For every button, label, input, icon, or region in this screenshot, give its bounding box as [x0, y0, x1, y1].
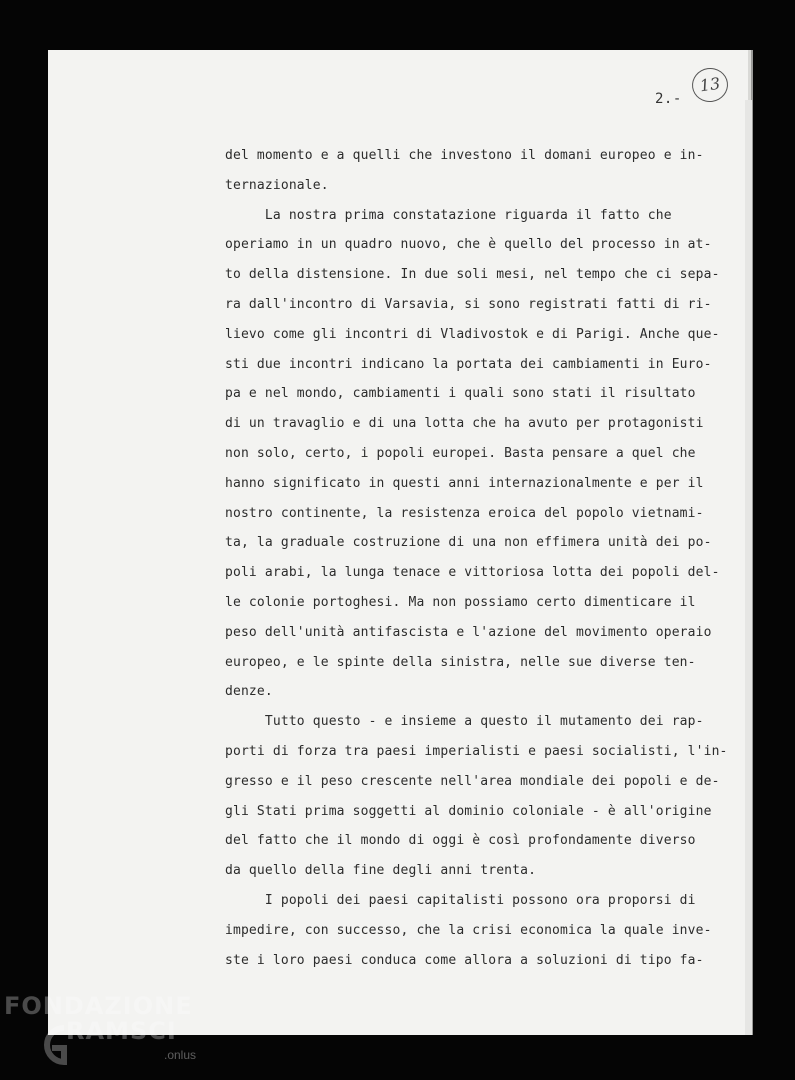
text-line: to della distensione. In due soli mesi, nel tempo che ci sepa-: [225, 267, 720, 283]
text-line: non solo, certo, i popoli europei. Basta pensare a quel che: [225, 445, 696, 461]
text-line: Tutto questo - e insieme a questo il mutamento dei rap-: [225, 714, 704, 730]
text-line: porti di forza tra paesi imperialisti e paesi socialisti, l'in-: [225, 743, 728, 759]
watermark-suffix: .onlus: [164, 1048, 197, 1062]
text-line: del fatto che il mondo di oggi è così profondamente diverso: [225, 833, 696, 849]
text-line: impedire, con successo, che la crisi economica la quale inve-: [225, 922, 712, 938]
text-line: europeo, e le spinte della sinistra, nelle sue diverse ten-: [225, 654, 696, 670]
text-line: operiamo in un quadro nuovo, che è quello del processo in at-: [225, 237, 712, 253]
text-line: poli arabi, la lunga tenace e vittoriosa lotta dei popoli del-: [225, 565, 720, 581]
text-line: denze.: [225, 684, 273, 700]
g-logo-icon: [34, 1020, 70, 1070]
text-line: pa e nel mondo, cambiamenti i quali sono stati il risultato: [225, 386, 696, 402]
text-line: da quello della fine degli anni trenta.: [225, 863, 537, 879]
foundation-watermark: [4, 992, 204, 1072]
text-line: I popoli dei paesi capitalisti possono ora proporsi di: [225, 892, 696, 908]
text-line: sti due incontri indicano la portata dei cambiamenti in Euro-: [225, 356, 712, 372]
text-line: hanno significato in questi anni internazionalmente e per il: [225, 475, 704, 491]
typewritten-body: [225, 141, 728, 975]
page-number: 2.-: [655, 91, 682, 107]
archive-number-stamp: 13: [690, 66, 730, 105]
text-line: La nostra prima constatazione riguarda il fatto che: [225, 207, 672, 223]
text-line: ta, la graduale costruzione di una non effimera unità dei po-: [225, 535, 712, 551]
text-line: gli Stati prima soggetti al dominio coloniale - è all'origine: [225, 803, 712, 819]
text-line: gresso e il peso crescente nell'area mondiale dei popoli e de-: [225, 773, 720, 789]
text-line: peso dell'unità antifascista e l'azione del movimento operaio: [225, 624, 712, 640]
watermark-line-2: RAMSCI: [66, 1017, 177, 1045]
text-line: lievo come gli incontri di Vladivostok e di Parigi. Anche que-: [225, 326, 720, 342]
text-line: ra dall'incontro di Varsavia, si sono registrati fatti di ri-: [225, 296, 712, 312]
text-line: del momento e a quelli che investono il domani europeo e in-: [225, 148, 704, 163]
watermark-line-1: FONDAZIONE: [4, 992, 193, 1020]
text-line: ternazionale.: [225, 177, 329, 193]
sheet-edge: [745, 100, 752, 1035]
text-line: di un travaglio e di una lotta che ha avuto per protagonisti: [225, 416, 704, 432]
text-line: ste i loro paesi conduca come allora a soluzioni di tipo fa-: [225, 952, 704, 968]
text-line: nostro continente, la resistenza eroica del popolo vietnami-: [225, 505, 704, 521]
text-line: le colonie portoghesi. Ma non possiamo certo dimenticare il: [225, 594, 696, 610]
